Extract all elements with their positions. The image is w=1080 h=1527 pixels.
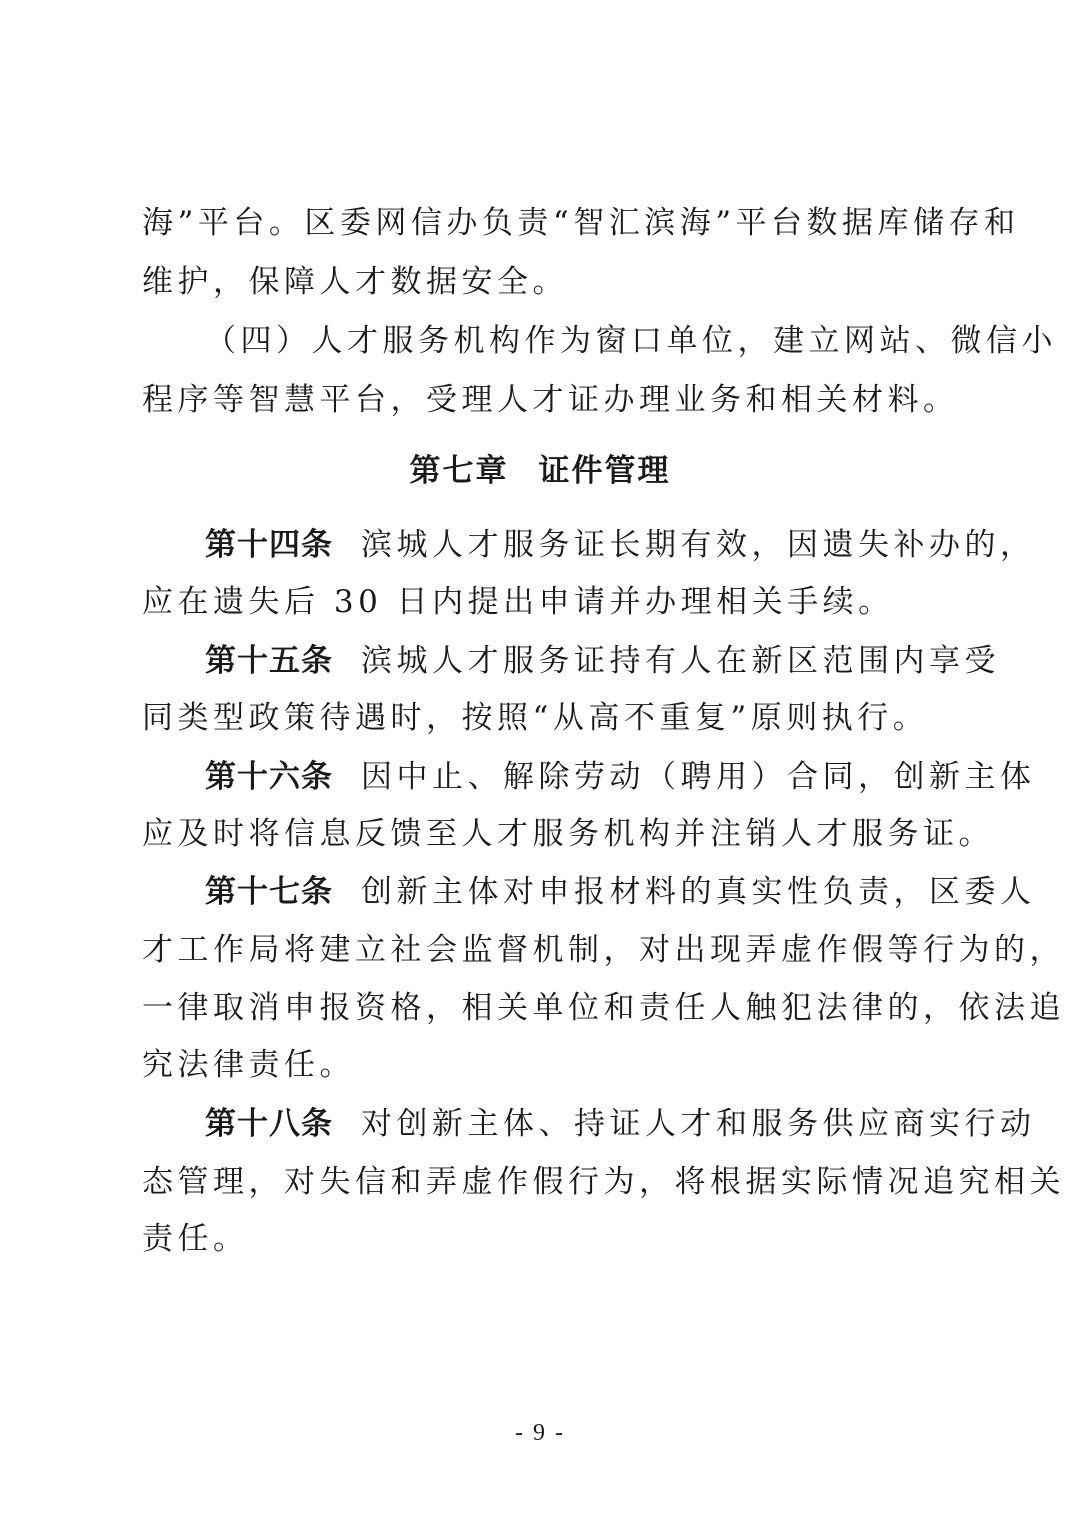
paragraph-line: 同类型政策待遇时，按照“从高不重复”原则执行。 — [142, 700, 929, 736]
article-text: 创新主体对申报材料的真实性负责，区委人 — [361, 874, 1036, 910]
paragraph-line: 海”平台。区委网信办负责“智汇滨海”平台数据库储存和 — [142, 205, 1020, 241]
article-14-first-line — [205, 525, 1036, 565]
article-text: 因中止、解除劳动（聘用）合同，创新主体 — [361, 759, 1036, 795]
paragraph-line: （四）人才服务机构作为窗口单位，建立网站、微信小 — [205, 323, 1057, 359]
chapter-number: 第七章 — [409, 453, 509, 489]
paragraph-line: 应及时将信息反馈至人才服务机构并注销人才服务证。 — [142, 816, 994, 852]
paragraph-line: 究法律责任。 — [142, 1047, 355, 1083]
paragraph-line: 一律取消申报资格，相关单位和责任人触犯法律的，依法追 — [142, 990, 1065, 1026]
article-label: 第十八条 — [205, 1106, 333, 1142]
paragraph-line: 态管理，对失信和弄虚作假行为，将根据实际情况追究相关 — [142, 1164, 1065, 1200]
paragraph-line: 责任。 — [142, 1221, 249, 1257]
chapter-title: 证件管理 — [538, 453, 671, 489]
article-text: 滨城人才服务证持有人在新区范围内享受 — [361, 643, 1000, 679]
article-label: 第十五条 — [205, 643, 333, 679]
article-17-first-line — [205, 872, 1036, 912]
article-15-first-line — [205, 641, 1000, 681]
article-label: 第十四条 — [205, 527, 333, 563]
article-text: 对创新主体、持证人才和服务供应商实行动 — [361, 1106, 1036, 1142]
article-16-first-line — [205, 757, 1036, 797]
article-label: 第十七条 — [205, 874, 333, 910]
page-number: - 9 - — [515, 1420, 565, 1446]
article-18-first-line — [205, 1104, 1036, 1144]
article-label: 第十六条 — [205, 759, 333, 795]
chapter-heading — [0, 451, 1080, 491]
paragraph-line: 维护，保障人才数据安全。 — [142, 264, 568, 300]
article-text: 滨城人才服务证长期有效，因遗失补办的， — [361, 527, 1036, 563]
paragraph-line: 才工作局将建立社会监督机制，对出现弄虚作假等行为的， — [142, 932, 1065, 968]
paragraph-line: 应在遗失后 30 日内提出申请并办理相关手续。 — [142, 584, 894, 620]
paragraph-line: 程序等智慧平台，受理人才证办理业务和相关材料。 — [142, 382, 959, 418]
